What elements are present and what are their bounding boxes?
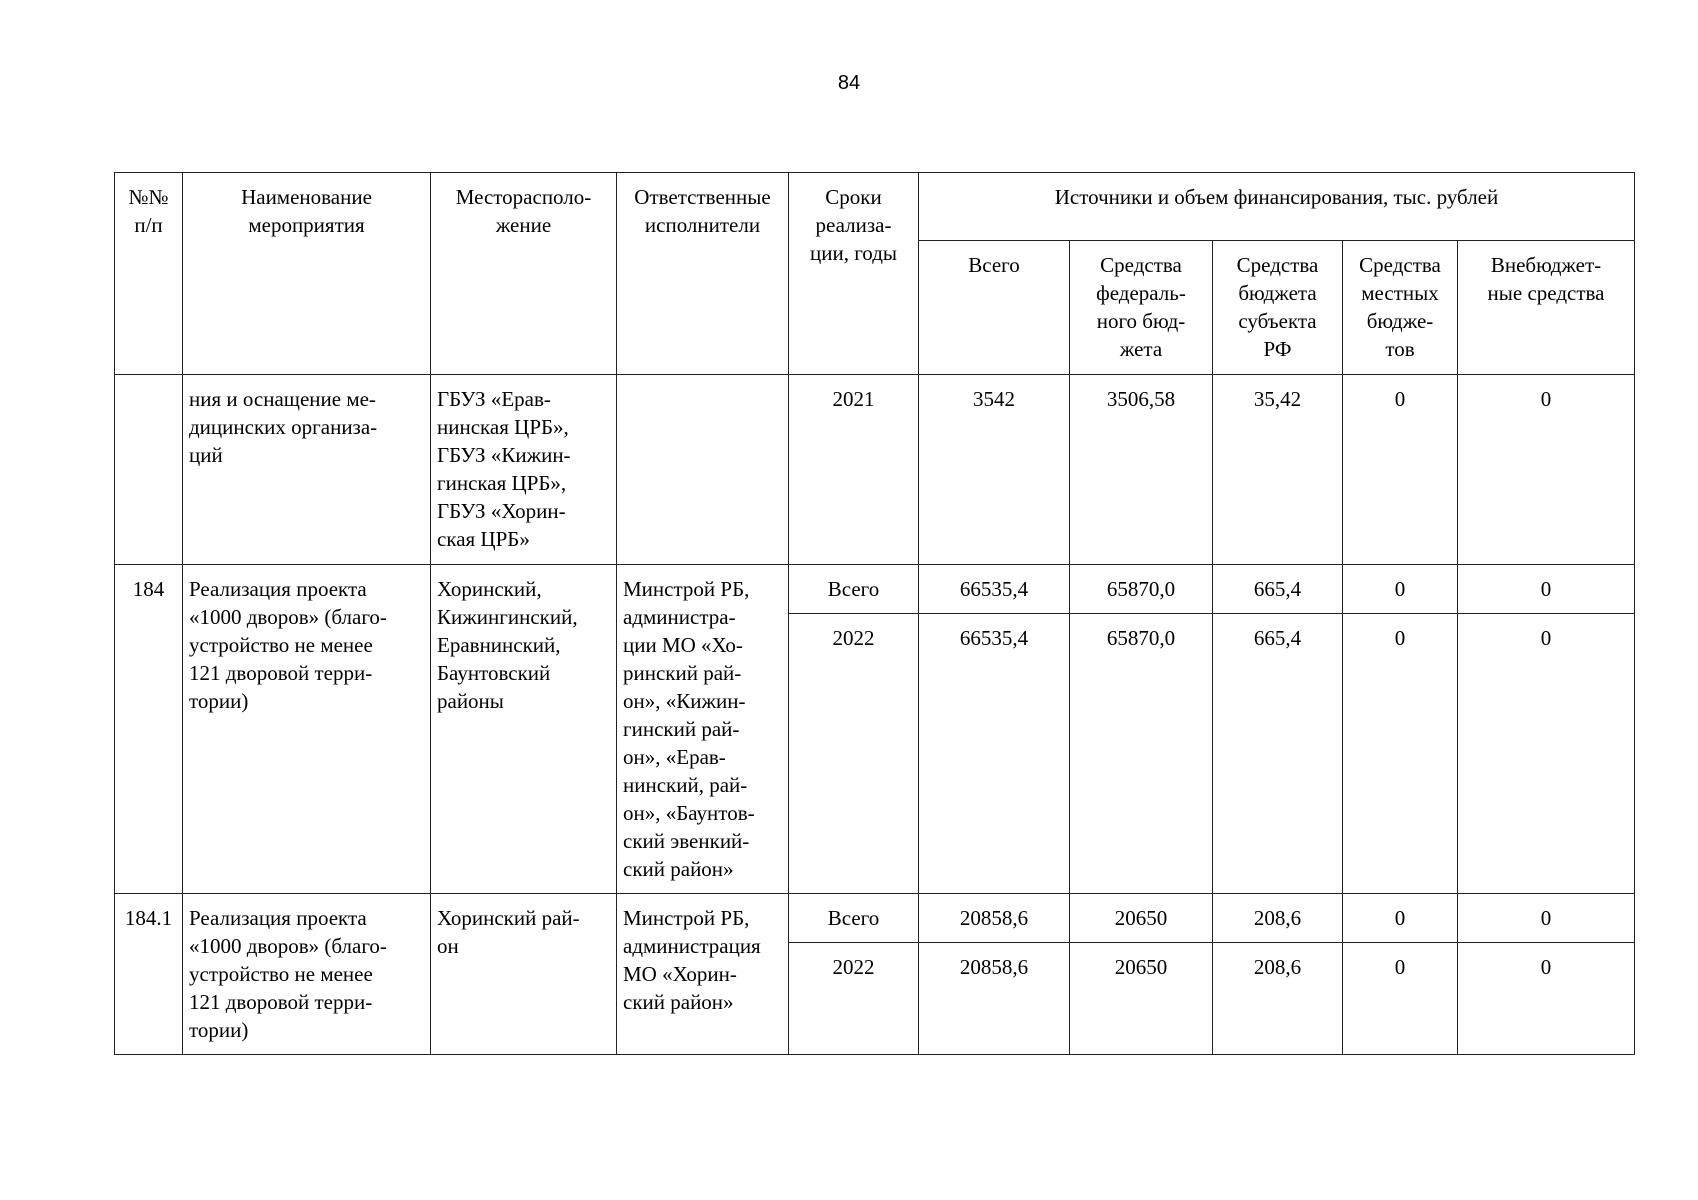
row-184-total: 66535,4 xyxy=(919,565,1070,614)
cont-year: 2021 xyxy=(789,375,919,565)
row-184-num: 184 xyxy=(115,565,183,894)
row-184-1-2022-total: 20858,6 xyxy=(919,943,1070,1055)
row-184-local: 0 xyxy=(1343,565,1458,614)
row-184-1-offbudget: 0 xyxy=(1458,894,1635,943)
row-184-1-period: Всего xyxy=(789,894,919,943)
header-sources: Источники и объем финансирования, тыс. рублей xyxy=(919,173,1635,241)
row-184-name: Реализация проекта «1000 дворов» (благо- устройство не менее 121 дворовой терри- тории) xyxy=(183,565,431,894)
cont-name: ния и оснащение ме- дицинских организа- ций xyxy=(183,375,431,565)
row-184-1-total: 20858,6 xyxy=(919,894,1070,943)
row-184-1-local: 0 xyxy=(1343,894,1458,943)
cont-total: 3542 xyxy=(919,375,1070,565)
header-federal: Средства федераль- ного бюд- жета xyxy=(1070,241,1213,375)
row-184-2022-offbudget: 0 xyxy=(1458,614,1635,894)
row-184-1-name: Реализация проекта «1000 дворов» (благо- устройство не менее 121 дворовой терри- тории) xyxy=(183,894,431,1055)
header-name: Наименование мероприятия xyxy=(183,173,431,375)
row-184-1-2022-offbudget: 0 xyxy=(1458,943,1635,1055)
header-num: №№ п/п xyxy=(115,173,183,375)
row-184-1-2022-subject: 208,6 xyxy=(1213,943,1343,1055)
row-184-1-subject: 208,6 xyxy=(1213,894,1343,943)
row-184-1-2022-federal: 20650 xyxy=(1070,943,1213,1055)
row-184-location: Хоринский, Кижингинский, Еравнинский, Баунтовский районы xyxy=(431,565,617,894)
row-184-responsible: Минстрой РБ, администра- ции МО «Хо- ринский рай- он», «Кижин- гинский рай- он», «Ерав- нинский, рай- он», «Баунтов- ский эвенкий- ский район» xyxy=(617,565,789,894)
cont-local: 0 xyxy=(1343,375,1458,565)
row-184-period: Всего xyxy=(789,565,919,614)
row-184-2022-federal: 65870,0 xyxy=(1070,614,1213,894)
table-row xyxy=(115,894,1635,943)
header-total: Всего xyxy=(919,241,1070,375)
header-terms: Сроки реализа- ции, годы xyxy=(789,173,919,375)
header-subject: Средства бюджета субъекта РФ xyxy=(1213,241,1343,375)
row-184-2022-subject: 665,4 xyxy=(1213,614,1343,894)
cont-federal: 3506,58 xyxy=(1070,375,1213,565)
financing-table xyxy=(114,172,1635,1055)
cont-location: ГБУЗ «Ерав- нинская ЦРБ», ГБУЗ «Кижин- гинская ЦРБ», ГБУЗ «Хорин- ская ЦРБ» xyxy=(431,375,617,565)
row-184-offbudget: 0 xyxy=(1458,565,1635,614)
row-184-1-num: 184.1 xyxy=(115,894,183,1055)
cont-subject: 35,42 xyxy=(1213,375,1343,565)
page-number: 84 xyxy=(837,72,861,94)
header-local: Средства местных бюдже- тов xyxy=(1343,241,1458,375)
table-row xyxy=(115,375,1635,565)
header-offbudget: Внебюджет- ные средства xyxy=(1458,241,1635,375)
cont-num-cell xyxy=(115,375,183,565)
table-row xyxy=(115,565,1635,614)
row-184-subject: 665,4 xyxy=(1213,565,1343,614)
row-184-1-2022-local: 0 xyxy=(1343,943,1458,1055)
header-responsible: Ответственные исполнители xyxy=(617,173,789,375)
row-184-2022-period: 2022 xyxy=(789,614,919,894)
row-184-1-federal: 20650 xyxy=(1070,894,1213,943)
table-header-row xyxy=(115,173,1635,241)
row-184-2022-local: 0 xyxy=(1343,614,1458,894)
cont-responsible-cell xyxy=(617,375,789,565)
row-184-2022-total: 66535,4 xyxy=(919,614,1070,894)
row-184-1-2022-period: 2022 xyxy=(789,943,919,1055)
row-184-1-location: Хоринский рай- он xyxy=(431,894,617,1055)
row-184-1-responsible: Минстрой РБ, администрация МО «Хорин- ский район» xyxy=(617,894,789,1055)
row-184-federal: 65870,0 xyxy=(1070,565,1213,614)
header-location: Месторасполо- жение xyxy=(431,173,617,375)
cont-offbudget: 0 xyxy=(1458,375,1635,565)
